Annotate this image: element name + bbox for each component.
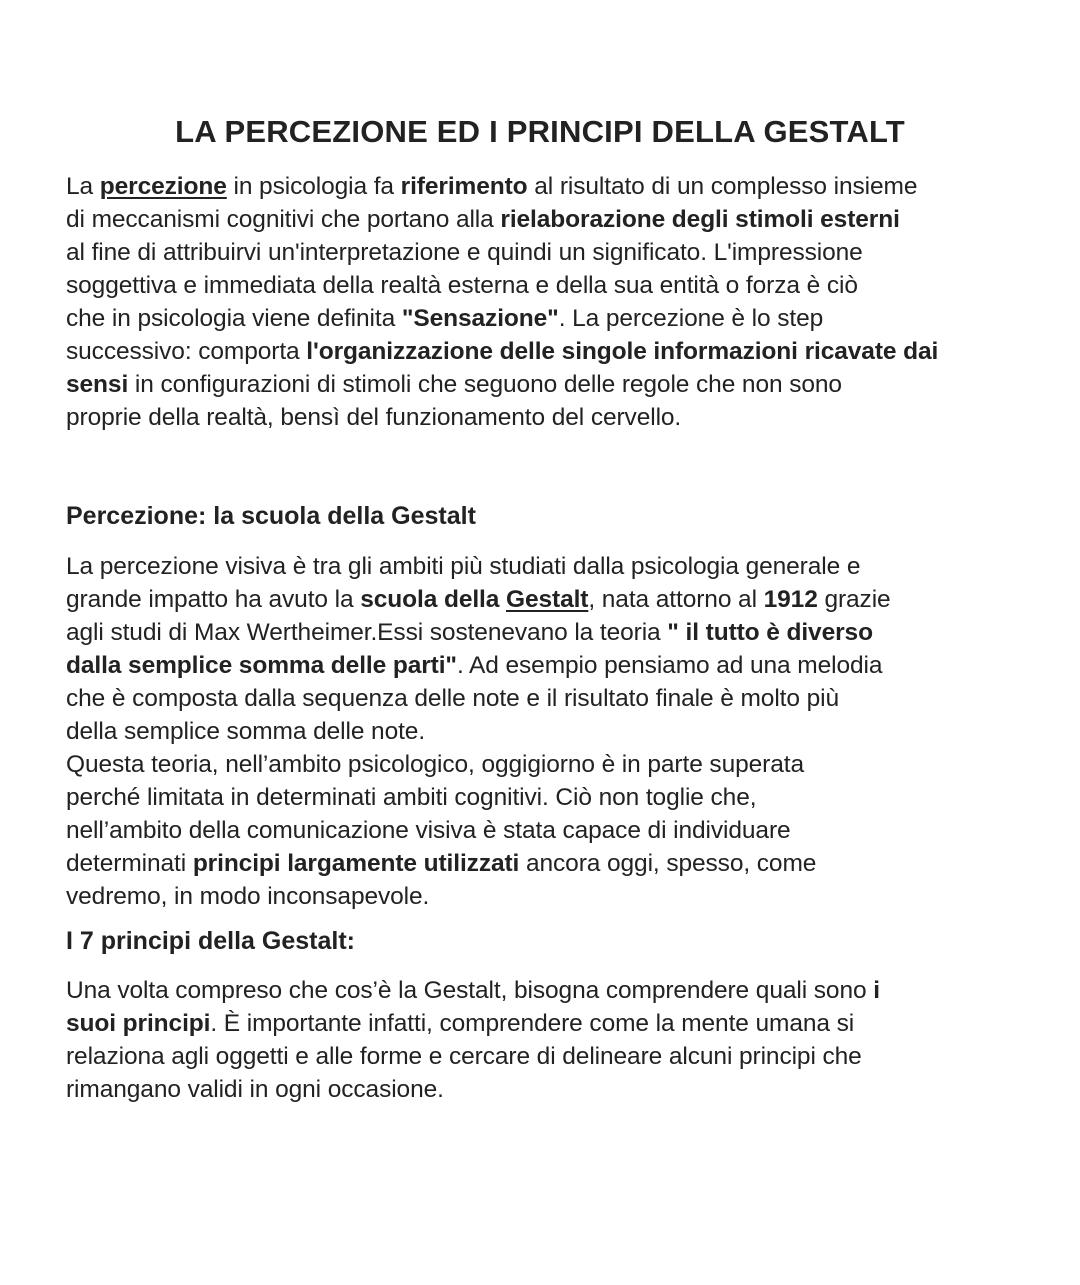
text-run: Una volta compreso che cos’è la Gestalt, bisogna comprendere quali sono (66, 977, 874, 1004)
text-run: La percezione visiva è tra gli ambiti più studiati dalla psicologia generale e (66, 553, 861, 580)
text-run: vedremo, in modo inconsapevole. (66, 883, 430, 910)
text-run: in configurazioni di stimoli che seguono delle regole che non sono (128, 371, 842, 398)
text-line (66, 550, 1026, 583)
section-heading-gestalt-school: Percezione: la scuola della Gestalt (66, 502, 476, 530)
text-run: determinati (66, 850, 193, 877)
bold-text: i (873, 977, 880, 1004)
document-title: LA PERCEZIONE ED I PRINCIPI DELLA GESTALT (175, 114, 905, 149)
text-run: proprie della realtà, bensì del funzionamento del cervello. (66, 404, 682, 431)
text-run: rimangano validi in ogni occasione. (66, 1076, 444, 1103)
bold-text: l'organizzazione delle singole informazioni ricavate dai (306, 338, 939, 365)
text-line (66, 974, 1026, 1007)
bold-text: principi largamente utilizzati (192, 850, 520, 877)
bold-text: 1912 (763, 586, 818, 613)
bold-text: dalla semplice somma delle parti" (66, 652, 457, 679)
section-heading-seven-principles: I 7 principi della Gestalt: (66, 927, 355, 955)
text-line (66, 880, 1026, 913)
seven-principles-paragraph (66, 974, 1026, 1106)
bold-text: "Sensazione" (401, 305, 559, 332)
text-line (66, 269, 1026, 302)
text-run: che in psicologia viene definita (66, 305, 402, 332)
text-line (66, 682, 1026, 715)
underlined-bold-text: Gestalt (506, 586, 589, 613)
text-line (66, 781, 1026, 814)
text-line (66, 814, 1026, 847)
text-run: . Ad esempio pensiamo ad una melodia (456, 652, 883, 679)
text-run: perché limitata in determinati ambiti cognitivi. Ciò non toglie che, (66, 784, 757, 811)
bold-text: suoi principi (66, 1010, 211, 1037)
text-line (66, 368, 1026, 401)
text-line (66, 748, 1026, 781)
text-run: , nata attorno al (588, 586, 764, 613)
text-line (66, 649, 1026, 682)
text-line (66, 401, 1026, 434)
text-line (66, 847, 1026, 880)
text-line (66, 170, 1026, 203)
bold-text: scuola della (360, 586, 506, 613)
text-line (66, 236, 1026, 269)
text-run: grande impatto ha avuto la (66, 586, 361, 613)
text-line (66, 335, 1026, 368)
text-run: successivo: comporta (66, 338, 307, 365)
text-run: al fine di attribuirvi un'interpretazione e quindi un significato. L'impressione (66, 239, 863, 266)
text-run: La (66, 173, 100, 200)
text-line (66, 1040, 1026, 1073)
text-run: nell’ambito della comunicazione visiva è stata capace di individuare (66, 817, 791, 844)
text-run: che è composta dalla sequenza delle note e il risultato finale è molto più (66, 685, 839, 712)
intro-paragraph (66, 170, 1026, 434)
text-run: agli studi di Max Wertheimer.Essi sostenevano la teoria (66, 619, 668, 646)
text-run: soggettiva e immediata della realtà esterna e della sua entità o forza è ciò (66, 272, 858, 299)
text-line (66, 203, 1026, 236)
text-run: . È importante infatti, comprendere come la mente umana si (210, 1010, 855, 1037)
text-run: al risultato di un complesso insieme (527, 173, 918, 200)
text-line (66, 302, 1026, 335)
bold-text: sensi (66, 371, 129, 398)
text-run: della semplice somma delle note. (66, 718, 426, 745)
text-run: ancora oggi, spesso, come (519, 850, 817, 877)
text-run: in psicologia fa (226, 173, 401, 200)
bold-text: rielaborazione degli stimoli esterni (500, 206, 900, 233)
text-run: grazie (817, 586, 891, 613)
text-line (66, 1007, 1026, 1040)
text-line (66, 1073, 1026, 1106)
gestalt-school-paragraph (66, 550, 1026, 913)
text-run: . La percezione è lo step (558, 305, 824, 332)
bold-text: riferimento (400, 173, 528, 200)
text-line (66, 616, 1026, 649)
text-run: Questa teoria, nell’ambito psicologico, oggigiorno è in parte superata (66, 751, 804, 778)
text-line (66, 583, 1026, 616)
bold-text: " il tutto è diverso (667, 619, 873, 646)
text-run: di meccanismi cognitivi che portano alla (66, 206, 501, 233)
text-line (66, 715, 1026, 748)
text-run: relaziona agli oggetti e alle forme e cercare di delineare alcuni principi che (66, 1043, 862, 1070)
underlined-bold-text: percezione (99, 173, 227, 200)
